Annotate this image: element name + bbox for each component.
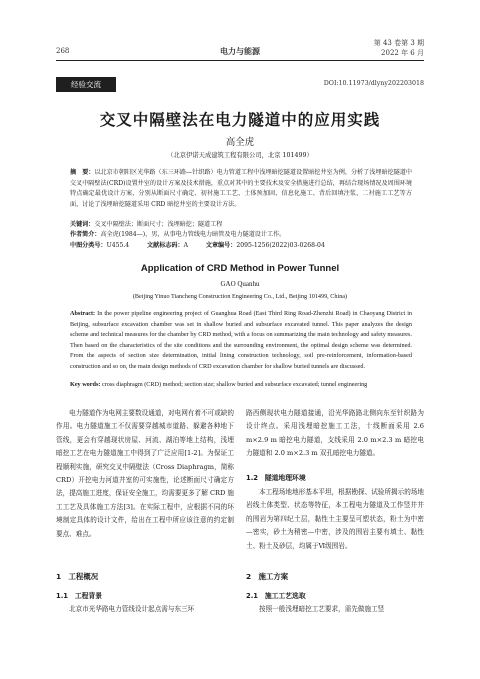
article-no-value: 2095-1256(2022)03-0268-04: [236, 242, 325, 249]
section-1-1-text: 北京市光华路电力管线设计起点需与东三环: [69, 605, 195, 613]
section-2-1-heading: 2.1 施工工艺选取: [246, 592, 306, 600]
author-intro: [70, 230, 412, 241]
column-tag: 经验交流: [56, 77, 116, 92]
english-keywords-label: Key words:: [70, 381, 101, 388]
english-abstract-label: Abstract:: [70, 310, 96, 317]
header-rule: [56, 60, 424, 61]
intro-paragraph: 电力隧道作为电网主要数设通道，对电网有着不可或缺的作用。电力隧道施工不仅需要穿越城市道路、躲避各种地下管线，更会有穿越现状房屋、河流、湖泊等地上结构，浅埋暗挖工艺在电力隧道施工中得到了广泛应用[1-2]。为保证工程顺利实施，研究交叉中隔壁法（Cross Diaphragm，简称 CRD）开挖电力河道井室的可实施性，论述断面尺寸确定方法，提高施工进度，保证安全施工，均需要更多了解 CRD 施工工艺及具体施工方法[3]。在实际工程中，应根据不同的环境制定具体的设计文件，给出在工程中所应该注意的约定制要点、难点。: [56, 409, 234, 538]
abstract-cn-text: 以北京市朝阳区光华路（东三环路—针织路）电力管道工程中浅埋暗挖隧道设置暗挖井室为例，分析了浅埋暗挖隧道中交叉中隔壁法(CRD)设置井室的设计方案及技术措施，重点对其中的主要技术及安全措施进行总结，再结合现场情况及周围环境特点确定最优设计方案，分别从断面尺寸确定、初衬施工工艺、土体预加固、信息化施工、背后回填注浆、二衬施工工艺等方面，讨论了浅埋暗挖隧道采用 CRD 暗挖井室的主要设计方法。: [70, 169, 413, 208]
doc-code-value: A: [183, 242, 188, 249]
doi: DOI:10.11973/dlyny202203018: [323, 80, 424, 87]
journal-name: 电力与能源: [220, 47, 260, 56]
section-1-2-heading: 1.2 隧道地理环境: [246, 474, 306, 482]
english-abstract-text: In the power pipeline engineering project of Guanghua Road (East Third Ring Road-Zhenzhi Road) in Chaoyang District in Beijing, subsurface excavation chamber was set in shallow buried and subsurface excavated tunnel. This paper analyzes the design scheme and technical measures for the chamber by CRD method, with a focus on summarizing the main technology and safety measures. Then based on the characteristics of the site conditions and the surrounding environment, the optimal design scheme was determined. From the aspects of section size determination, initial lining construction technology, soil pre-reinforcement, information-based construction and so on, the main design methods of CRD excavation chamber for shallow buried tunnels are discussed.: [70, 310, 413, 370]
abstract-cn: [70, 168, 412, 210]
english-keywords: [70, 380, 412, 391]
author-intro-label: 作者简介：: [70, 231, 101, 238]
author-intro-text: 高全虎(1984—)，男，从事电力管线电力暗管及电力隧道设计工作。: [100, 231, 286, 238]
doc-code-label: 文献标志码：: [147, 242, 184, 249]
author-affiliation: （北京伊诺天成建筑工程有限公司，北京 101499）: [167, 152, 313, 159]
keywords-cn-text: 交叉中隔壁法；断面尺寸；浅埋暗挖；隧道工程: [94, 221, 223, 228]
section-1-1-heading: 1.1 工程背景: [56, 592, 103, 600]
english-title: Application of CRD Method in Power Tunnel: [140, 263, 340, 274]
keywords-cn: [70, 220, 412, 231]
section-1-heading: 1 工程概况: [56, 572, 99, 581]
section-2-1-text: 按照一般浅埋暗挖工艺要求，需先做施工竖: [259, 605, 385, 613]
classification-line: [70, 241, 412, 252]
section-1-2-text: 本工程场地地形基本平坦，根据勘探、试验所揭示的场地岩线土体类型、状态等特征，本工程电力隧道及工作竖井井的围岩为第四纪土层，黏性土主要呈可塑状态，粉土为中密—密实，砂土为稍密—中密，涉及的围岩主要有填土、黏性土、粉土及砂层，均属于Ⅵ级围岩。: [246, 488, 424, 550]
clc-value: U455.4: [106, 242, 130, 249]
english-keywords-text: cross diaphragm (CRD) method; section size; shallow buried and subsurface excavated; tunnel engineering: [101, 381, 368, 388]
article-title: 交叉中隔壁法在电力隧道中的应用实践: [99, 110, 381, 129]
author-name: 高全虎: [225, 137, 255, 148]
english-abstract: [70, 309, 412, 373]
abstract-cn-label: 摘 要：: [70, 169, 95, 176]
english-author: GAO Quanhu: [220, 280, 260, 288]
article-no-label: 文章编号：: [205, 242, 237, 249]
clc-label: 中图分类号：: [70, 242, 107, 249]
keywords-cn-label: 关键词：: [70, 221, 95, 228]
volume-info: 第 43 卷第 3 期: [373, 39, 424, 47]
section-2-heading: 2 施工方案: [246, 572, 289, 581]
english-affiliation: (Beijing Yinuo Tiancheng Construction Engineering Co., Ltd., Beijing 101499, China): [132, 293, 348, 300]
page-number: 268: [56, 47, 70, 55]
section-1-1-continued: 路西侧现状电力隧道接通，沿光华路路北侧向东至针织路为设计终点。采用浅埋暗挖施工工法，十线断面采用 2.6 m×2.9 m 暗挖电力隧道，支线采用 2.0 m×2.3 m 暗挖电力隧道和 2.0 m×2.3 m 双孔暗挖电力隧道。: [246, 409, 424, 458]
date-info: 2022 年 6 月: [381, 49, 424, 57]
